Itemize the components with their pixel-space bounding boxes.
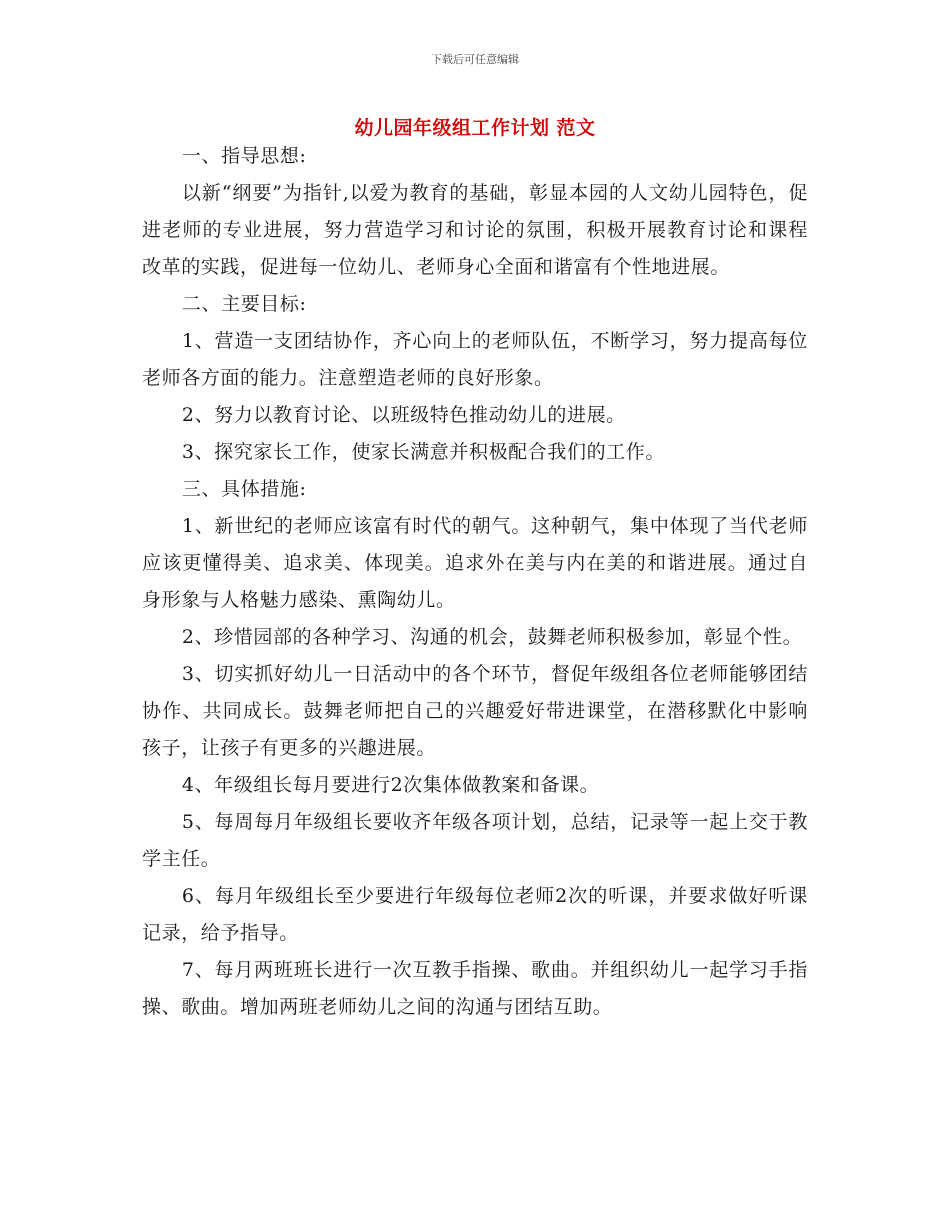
- paragraph-goal-1: 1、营造一支团结协作，齐心向上的老师队伍，不断学习，努力提高每位老师各方面的能力。注意塑造老师的良好形象。: [142, 330, 808, 389]
- paragraph-measure-7: 7、每月两班班长进行一次互教手指操、歌曲。并组织幼儿一起学习手指操、歌曲。增加两班老师幼儿之间的沟通与团结互助。: [142, 959, 808, 1018]
- paragraph-measures-heading: 三、具体措施:: [181, 478, 307, 500]
- page-header-note: 下载后可任意编辑: [431, 53, 519, 66]
- paragraph-goals-heading: 二、主要目标:: [181, 293, 307, 315]
- paragraph-guiding-text: 以新“纲要”为指针,以爱为教育的基础，彰显本园的人文幼儿园特色，促进老师的专业进展，努力营造学习和讨论的氛围，积极开展教育讨论和课程改革的实践，促进每一位幼儿、老师身心全面和谐富有个性地进展。: [142, 182, 808, 278]
- paragraph-measure-1: 1、新世纪的老师应该富有时代的朝气。这种朝气，集中体现了当代老师应该更懂得美、追求美、体现美。追求外在美与内在美的和谐进展。通过自身形象与人格魅力感染、熏陶幼儿。: [142, 515, 808, 611]
- paragraph-measure-4: 4、年级组长每月要进行2次集体做教案和备课。: [181, 774, 600, 796]
- paragraph-goal-3: 3、探究家长工作，使家长满意并积极配合我们的工作。: [181, 441, 665, 463]
- document-title: 幼儿园年级组工作计划 范文: [354, 117, 596, 139]
- paragraph-measure-6: 6、每月年级组长至少要进行年级每位老师2次的听课，并要求做好听课记录，给予指导。: [142, 885, 808, 944]
- paragraph-measure-2: 2、珍惜园部的各种学习、沟通的机会，鼓舞老师积极参加，彰显个性。: [181, 626, 803, 648]
- document-body: [142, 138, 808, 1026]
- paragraph-goal-2: 2、努力以教育讨论、以班级特色推动幼儿的进展。: [181, 404, 626, 426]
- paragraph-guiding-heading: 一、指导思想:: [181, 145, 307, 167]
- paragraph-measure-3: 3、切实抓好幼儿一日活动中的各个环节，督促年级组各位老师能够团结协作、共同成长。鼓舞老师把自己的兴趣爱好带进课堂，在潜移默化中影响孩子，让孩子有更多的兴趣进展。: [142, 663, 808, 759]
- paragraph-measure-5: 5、每周每月年级组长要收齐年级各项计划，总结，记录等一起上交于教学主任。: [142, 811, 808, 870]
